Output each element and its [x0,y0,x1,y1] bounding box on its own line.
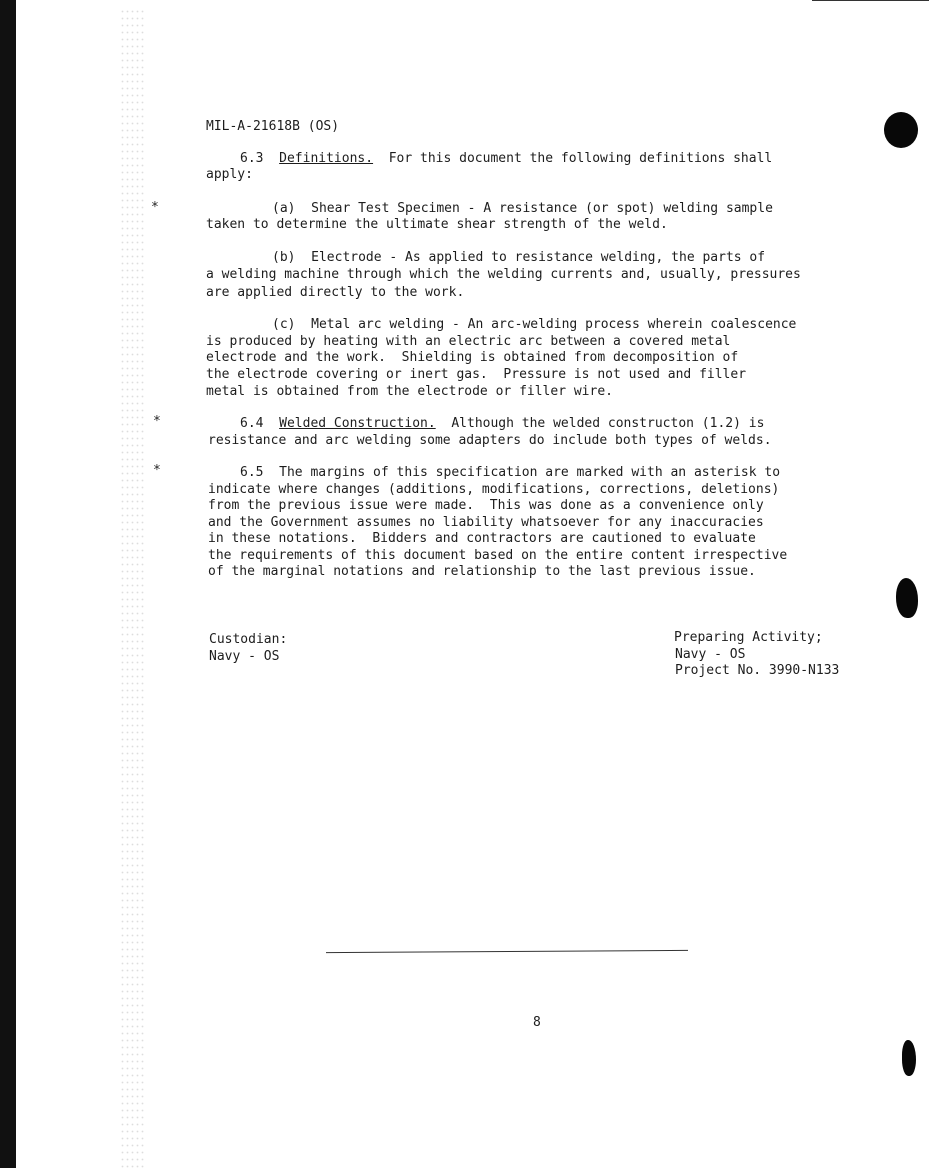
section-6-5-line-2: indicate where changes (additions, modifications, corrections, deletions) [208,482,780,497]
custodian-label: Custodian: [209,632,288,647]
definition-c-line-4: the electrode covering or inert gas. Pressure is not used and filler [206,367,747,382]
definition-c-line-2: is produced by heating with an electric arc between a covered metal [206,334,731,349]
definition-c-line-3: electrode and the work. Shielding is obtained from decomposition of [206,350,739,365]
definition-a-line-2: taken to determine the ultimate shear strength of the weld. [206,217,668,232]
preparing-activity-value: Navy - OS [675,647,746,662]
scan-noise-strip [120,8,146,1168]
section-6-3-line-1 [240,151,772,168]
definition-b-line-3: are applied directly to the work. [206,285,465,300]
section-6-4-number: 6.4 [240,416,264,431]
definition-a-line-1: (a) Shear Test Specimen - A resistance (or spot) welding sample [272,201,773,216]
punch-hole-bottom [902,1040,916,1076]
section-6-5-line-1 [240,465,780,482]
section-6-5-line-4: and the Government assumes no liability whatsoever for any inaccuracies [208,515,764,530]
preparing-activity-label: Preparing Activity; [674,630,823,645]
section-6-4-line-2: resistance and arc welding some adapters do include both types of welds. [208,433,772,448]
top-edge-rule [812,0,929,1]
section-6-3-heading: Definitions. [279,151,374,166]
section-6-5-number: 6.5 [240,465,264,480]
section-6-4-text: Although the welded constructon (1.2) is [451,416,765,431]
definition-b-line-1: (b) Electrode - As applied to resistance welding, the parts of [272,250,766,265]
margin-asterisk: * [153,463,161,478]
margin-asterisk: * [153,414,161,429]
custodian-value: Navy - OS [209,649,280,664]
section-6-3-line-2: apply: [206,167,253,182]
punch-hole-top [884,112,918,148]
punch-hole-middle [896,578,918,618]
definition-c-line-5: metal is obtained from the electrode or filler wire. [206,384,613,399]
page-number: 8 [533,1015,541,1030]
definition-c-line-1: (c) Metal arc welding - An arc-welding process wherein coalescence [272,317,797,332]
section-6-4-line-1 [240,416,764,433]
document-id: MIL-A-21618B (OS) [206,119,340,134]
section-6-5-text: The margins of this specification are marked with an asterisk to [279,465,781,480]
scan-edge-bar [0,0,16,1168]
bottom-rule [326,950,688,953]
section-6-5-line-5: in these notations. Bidders and contractors are cautioned to evaluate [208,531,756,546]
section-6-5-line-7: of the marginal notations and relationship to the last previous issue. [208,564,756,579]
project-number: Project No. 3990-N133 [675,663,840,678]
section-6-5-line-6: the requirements of this document based on the entire content irrespective [208,548,788,563]
section-6-5-line-3: from the previous issue were made. This was done as a convenience only [208,498,764,513]
definition-b-line-2: a welding machine through which the welding currents and, usually, pressures [206,267,801,282]
section-6-3-number: 6.3 [240,151,264,166]
section-6-3-text: For this document the following definitions shall [388,151,773,166]
section-6-4-heading: Welded Construction. [279,416,436,431]
margin-asterisk: * [151,200,159,215]
